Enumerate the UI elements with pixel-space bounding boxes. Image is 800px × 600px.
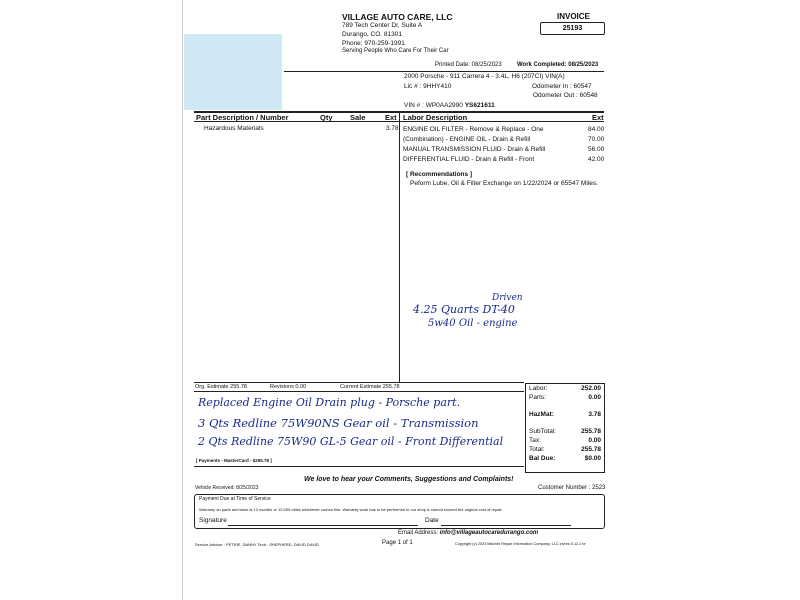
- payments-line: [ Payments - MasterCard - $255.78 ]: [196, 458, 272, 463]
- signature-line: [228, 525, 418, 526]
- advisor-line: Service Advisor : PETRIE, DANNY Tech : SHEPHERD, DAVID DAVID: [195, 542, 319, 547]
- handwritten-note-oil: 5w40 Oil - engine: [428, 318, 518, 329]
- shop-phone: Phone: 970-259-1991: [342, 40, 405, 47]
- handwritten-line-2: 3 Qts Redline 75W90NS Gear oil - Transmission: [198, 416, 479, 430]
- totals-value: 3.78: [588, 411, 601, 418]
- labor-row-desc: MANUAL TRANSMISSION FLUID - Drain & Refill: [403, 146, 546, 153]
- parts-header-qty: Qty: [320, 113, 333, 122]
- printed-date: Printed Date: 08/25/2023: [435, 62, 502, 68]
- totals-value: 255.78: [581, 428, 601, 435]
- labor-header-desc: Labor Description: [403, 113, 468, 122]
- shop-address1: 789 Tech Center Dr, Suite A: [342, 22, 423, 29]
- labor-row-ext: 56.00: [588, 146, 605, 153]
- payments-rule: [194, 466, 524, 467]
- parts-header-desc: Part Description / Number: [196, 113, 289, 122]
- page-number: Page 1 of 1: [382, 540, 413, 546]
- estimate-rule-bottom: [194, 391, 524, 392]
- warranty-box: [194, 494, 605, 529]
- handwritten-note-driven: Driven: [492, 293, 523, 303]
- recommendations-title: [ Recommendations ]: [406, 171, 473, 178]
- customer-number: Customer Number : 2523: [538, 485, 606, 491]
- labor-row-ext: 70.00: [588, 136, 605, 143]
- date-line: [441, 525, 571, 526]
- parts-header-sale: Sale: [350, 113, 366, 122]
- totals-label: Parts:: [529, 394, 546, 401]
- handwritten-line-3: 2 Qts Redline 75W90 GL-5 Gear oil - Front Differential: [198, 435, 504, 448]
- vehicle-lic: Lic # : 9HHY410: [404, 83, 452, 90]
- labor-header-ext: Ext: [592, 113, 604, 122]
- totals-label: SubTotal:: [529, 428, 557, 435]
- estimate-rule: [194, 382, 524, 383]
- labor-row-ext: 42.00: [588, 156, 605, 163]
- comments-banner: We love to hear your Comments, Suggestions and Complaints!: [304, 476, 514, 483]
- invoice-number: 25193: [540, 22, 605, 35]
- recommendations-text: Peform Lube, Oil & Filter Exchange on 1/22/2024 or 65547 Miles.: [410, 180, 598, 187]
- odometer-in: Odometer In : 60547: [532, 83, 592, 90]
- revisions: Revisions 0.00: [270, 384, 307, 390]
- totals-label: Tax:: [529, 437, 541, 444]
- shop-name: VILLAGE AUTO CARE, LLC: [342, 12, 453, 22]
- vin-part-a: WP0AA2990: [425, 102, 463, 109]
- labor-row-ext: 84.00: [588, 126, 605, 133]
- completed-date: Work Completed: 08/25/2023: [517, 62, 599, 68]
- invoice-label: INVOICE: [557, 12, 590, 21]
- labor-row-desc: ENGINE OIL FILTER - Remove & Replace - One: [403, 126, 544, 133]
- warranty-text: Warranty on parts and labor is 12 months or 12,000 miles whichever comes first. Warranty work has to be performed in our shop & cannot exceed the original cost of repair.: [199, 507, 503, 512]
- shop-tagline: Serving People Who Care For Their Car: [342, 48, 449, 54]
- totals-value: 252.00: [581, 385, 601, 392]
- vin-part-b: YS621611: [464, 102, 495, 109]
- parts-row-ext: 3.78: [386, 125, 399, 132]
- parts-row-desc: Hazardous Materials: [204, 125, 264, 132]
- totals-box: [525, 383, 605, 473]
- totals-label: Bal Due:: [529, 455, 556, 462]
- odometer-out: Odometer Out : 60548: [533, 92, 598, 99]
- original-estimate: Org. Estimate 255.78: [195, 384, 247, 390]
- column-divider: [399, 111, 400, 383]
- date-label: Date: [425, 517, 439, 524]
- totals-label: Total:: [529, 446, 545, 453]
- email-link[interactable]: info@villageautocaredurango.com: [439, 530, 539, 536]
- vehicle-desc: 2000 Porsche - 911 Carrera 4 - 3.4L, H6 (207CI) VIN(A): [404, 73, 565, 80]
- totals-value: 255.78: [581, 446, 601, 453]
- shop-address2: Durango, CO. 81301: [342, 31, 402, 38]
- totals-value: $0.00: [584, 455, 601, 462]
- parts-header-ext: Ext: [385, 113, 397, 122]
- vin-label: VIN # :: [404, 102, 424, 109]
- totals-value: 0.00: [588, 394, 601, 401]
- labor-row-desc: DIFFERENTIAL FLUID - Drain & Refill - Front: [403, 156, 535, 163]
- vin-line: [404, 102, 495, 109]
- header-rule: [284, 71, 604, 72]
- signature-label: Signature: [199, 517, 227, 524]
- labor-row-desc: (Combination) - ENGINE OIL - Drain & Refill: [403, 136, 531, 143]
- payment-due: Payment Due at Time of Service: [199, 496, 271, 502]
- copyright-line: Copyright (c) 2023 Mitchell Repair Information Company, LLC invhrs 5.12.2 br: [455, 542, 586, 546]
- handwritten-note-quarts: 4.25 Quarts DT-40: [413, 303, 515, 316]
- totals-label: HazMat:: [529, 411, 554, 418]
- vehicle-received: Vehicle Received: 8/25/2023: [195, 485, 259, 491]
- handwritten-line-1: Replaced Engine Oil Drain plug - Porsche part.: [198, 396, 461, 409]
- email-line: [398, 530, 538, 536]
- current-estimate: Current Estimate 255.78: [340, 384, 400, 390]
- totals-value: 0.00: [588, 437, 601, 444]
- totals-label: Labor:: [529, 385, 548, 392]
- email-label: Email Address:: [398, 530, 439, 536]
- redacted-block: [184, 34, 282, 110]
